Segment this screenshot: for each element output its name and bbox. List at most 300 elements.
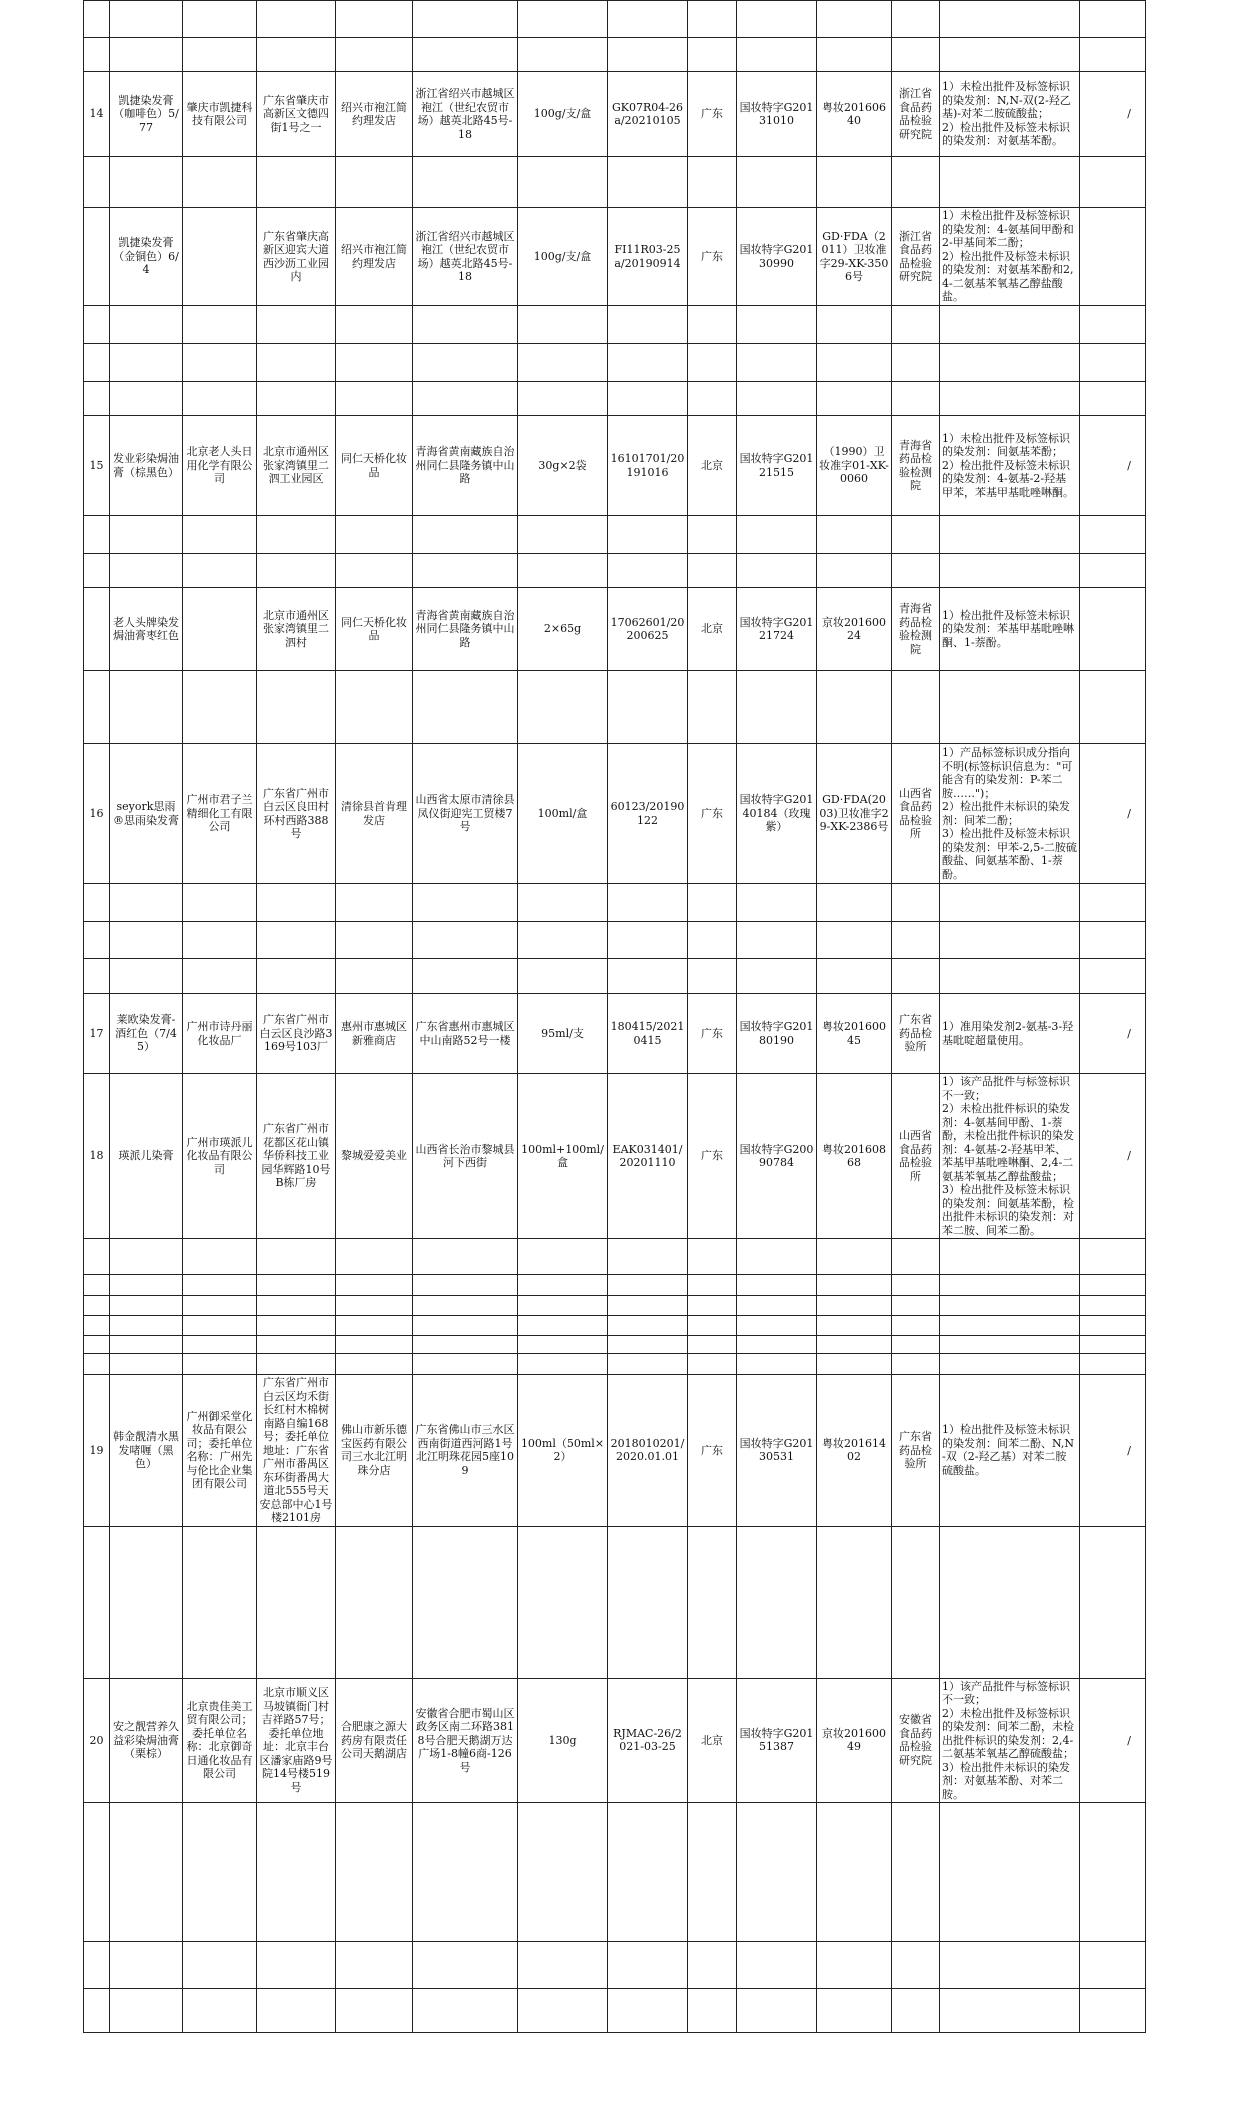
empty-cell — [940, 922, 1080, 959]
seller-cell: 惠州市惠城区新雅商店 — [336, 994, 413, 1074]
empty-cell — [817, 1, 892, 38]
table-row — [84, 588, 1146, 671]
empty-cell — [518, 1989, 608, 2033]
empty-cell — [84, 306, 110, 344]
empty-cell — [183, 38, 257, 72]
product-name-cell: 安之靓营养久益彩染焗油膏（栗棕） — [110, 1678, 183, 1803]
seller-cell: 佛山市新乐德宝医药有限公司三水北江明珠分店 — [336, 1375, 413, 1527]
empty-cell — [413, 1336, 518, 1354]
empty-cell — [737, 1942, 817, 1989]
empty-cell — [183, 1989, 257, 2033]
empty-cell — [688, 1275, 737, 1296]
empty-cell — [892, 516, 940, 554]
empty-cell — [257, 1526, 336, 1678]
empty-cell — [688, 306, 737, 344]
batch-number-cell: 180415/20210415 — [608, 994, 688, 1074]
empty-cell — [84, 382, 110, 416]
row-number-cell: 15 — [84, 416, 110, 516]
empty-cell — [892, 884, 940, 922]
empty-cell — [1080, 1, 1146, 38]
empty-cell — [940, 1239, 1080, 1275]
empty-cell — [183, 1526, 257, 1678]
empty-cell — [688, 1316, 737, 1336]
empty-cell — [257, 344, 336, 382]
nonconformity-reason-cell: 1）该产品批件与标签标识不一致； 2）未检出批件标识的染发剂：4-氨基间甲酚、1-萘酚，未检出批件标识的染发剂：4-氨基-2-羟基甲苯、苯基甲基吡唑啉酮、2,4-二氨基苯氧基乙醇盐酸盐； 3）检出批件及标签未标识的染发剂：间氨基苯酚，检出批件未标识的染发剂：对苯二胺、间苯二酚。 — [940, 1074, 1080, 1239]
empty-cell — [84, 516, 110, 554]
empty-cell — [183, 344, 257, 382]
province-cell: 北京 — [688, 416, 737, 516]
table-row — [84, 416, 1146, 516]
empty-cell — [892, 38, 940, 72]
manufacturer-cell — [183, 208, 257, 306]
production-license-cell: 京妆20160049 — [817, 1678, 892, 1803]
empty-cell — [84, 1989, 110, 2033]
blank-row — [84, 1942, 1146, 1989]
empty-cell — [817, 516, 892, 554]
empty-cell — [817, 1526, 892, 1678]
approval-number-cell: 国妆特字G20121515 — [737, 416, 817, 516]
empty-cell — [892, 344, 940, 382]
empty-cell — [737, 922, 817, 959]
empty-cell — [336, 38, 413, 72]
empty-cell — [1080, 1336, 1146, 1354]
empty-cell — [1080, 1989, 1146, 2033]
product-name-cell: 莱欧染发膏-酒红色（7/45） — [110, 994, 183, 1074]
empty-cell — [608, 344, 688, 382]
empty-cell — [110, 1803, 183, 1942]
approval-number-cell: 国妆特字G20180190 — [737, 994, 817, 1074]
empty-cell — [336, 382, 413, 416]
empty-cell — [110, 1275, 183, 1296]
approval-number-cell: 国妆特字G20121724 — [737, 588, 817, 671]
row-number-cell: 16 — [84, 744, 110, 884]
empty-cell — [413, 1989, 518, 2033]
empty-cell — [336, 344, 413, 382]
empty-cell — [1080, 344, 1146, 382]
empty-cell — [940, 1354, 1080, 1375]
seller-address-cell: 青海省黄南藏族自治州同仁县隆务镇中山路 — [413, 416, 518, 516]
empty-cell — [84, 1942, 110, 1989]
empty-cell — [336, 1316, 413, 1336]
note-cell: / — [1080, 1678, 1146, 1803]
blank-row — [84, 1354, 1146, 1375]
empty-cell — [84, 884, 110, 922]
empty-cell — [1080, 1296, 1146, 1316]
empty-cell — [608, 1336, 688, 1354]
empty-cell — [1080, 554, 1146, 588]
table-row — [84, 994, 1146, 1074]
product-name-cell: 韩金靓清水黑发啫喱（黑色） — [110, 1375, 183, 1527]
empty-cell — [336, 306, 413, 344]
empty-cell — [413, 922, 518, 959]
empty-cell — [518, 1336, 608, 1354]
note-cell: / — [1080, 1074, 1146, 1239]
empty-cell — [688, 671, 737, 744]
empty-cell — [413, 38, 518, 72]
empty-cell — [336, 1526, 413, 1678]
empty-cell — [1080, 157, 1146, 208]
empty-cell — [183, 554, 257, 588]
specification-cell: 100ml/盒 — [518, 744, 608, 884]
empty-cell — [84, 38, 110, 72]
empty-cell — [688, 1239, 737, 1275]
empty-cell — [608, 38, 688, 72]
blank-row — [84, 1803, 1146, 1942]
empty-cell — [817, 306, 892, 344]
production-license-cell: 粤妆20160868 — [817, 1074, 892, 1239]
empty-cell — [183, 1336, 257, 1354]
empty-cell — [892, 1239, 940, 1275]
empty-cell — [84, 1275, 110, 1296]
note-cell: / — [1080, 1375, 1146, 1527]
empty-cell — [336, 1, 413, 38]
production-license-cell: 粤妆20160045 — [817, 994, 892, 1074]
empty-cell — [737, 884, 817, 922]
empty-cell — [817, 1803, 892, 1942]
empty-cell — [518, 959, 608, 994]
batch-number-cell: 60123/20190122 — [608, 744, 688, 884]
production-license-cell: 粤妆20160640 — [817, 72, 892, 157]
empty-cell — [688, 1354, 737, 1375]
empty-cell — [892, 157, 940, 208]
empty-cell — [413, 1296, 518, 1316]
empty-cell — [940, 671, 1080, 744]
seller-cell: 同仁天桥化妆品 — [336, 416, 413, 516]
empty-cell — [940, 1989, 1080, 2033]
inspection-results-table — [83, 0, 1146, 2033]
empty-cell — [183, 922, 257, 959]
empty-cell — [336, 516, 413, 554]
empty-cell — [1080, 1239, 1146, 1275]
empty-cell — [608, 1275, 688, 1296]
empty-cell — [518, 1803, 608, 1942]
empty-cell — [110, 157, 183, 208]
province-cell: 广东 — [688, 208, 737, 306]
empty-cell — [257, 671, 336, 744]
blank-row — [84, 554, 1146, 588]
empty-cell — [413, 306, 518, 344]
empty-cell — [336, 1354, 413, 1375]
empty-cell — [110, 38, 183, 72]
empty-cell — [257, 1336, 336, 1354]
empty-cell — [688, 382, 737, 416]
empty-cell — [737, 1296, 817, 1316]
empty-cell — [84, 1354, 110, 1375]
empty-cell — [257, 1239, 336, 1275]
manufacturer-cell: 广州御采堂化妆品有限公司；委托单位名称：广州先与伦比企业集团有限公司 — [183, 1375, 257, 1527]
empty-cell — [413, 344, 518, 382]
empty-cell — [737, 38, 817, 72]
testing-institute-cell: 青海省药品检验检测院 — [892, 416, 940, 516]
table-body — [84, 1, 1146, 2033]
empty-cell — [737, 516, 817, 554]
row-number-cell: 17 — [84, 994, 110, 1074]
empty-cell — [257, 1942, 336, 1989]
empty-cell — [413, 884, 518, 922]
empty-cell — [257, 1, 336, 38]
empty-cell — [737, 959, 817, 994]
empty-cell — [518, 1239, 608, 1275]
empty-cell — [413, 671, 518, 744]
empty-cell — [817, 38, 892, 72]
seller-address-cell: 广东省惠州市惠城区中山南路52号一楼 — [413, 994, 518, 1074]
empty-cell — [183, 1354, 257, 1375]
empty-cell — [688, 157, 737, 208]
empty-cell — [518, 1316, 608, 1336]
seller-address-cell: 浙江省绍兴市越城区袍江（世纪农贸市场）越英北路45号-18 — [413, 208, 518, 306]
empty-cell — [892, 922, 940, 959]
blank-row — [84, 344, 1146, 382]
province-cell: 广东 — [688, 1375, 737, 1527]
empty-cell — [84, 554, 110, 588]
production-license-cell: 京妆20160024 — [817, 588, 892, 671]
empty-cell — [817, 1239, 892, 1275]
empty-cell — [257, 922, 336, 959]
empty-cell — [110, 1239, 183, 1275]
empty-cell — [817, 922, 892, 959]
empty-cell — [817, 671, 892, 744]
row-number-cell: 19 — [84, 1375, 110, 1527]
empty-cell — [940, 1803, 1080, 1942]
seller-address-cell: 山西省太原市清徐县凤仪街迎宪工贸楼7号 — [413, 744, 518, 884]
row-number-cell: 20 — [84, 1678, 110, 1803]
row-number-cell: 18 — [84, 1074, 110, 1239]
empty-cell — [940, 1296, 1080, 1316]
empty-cell — [688, 884, 737, 922]
testing-institute-cell: 浙江省食品药品检验研究院 — [892, 72, 940, 157]
empty-cell — [518, 1296, 608, 1316]
empty-cell — [183, 1942, 257, 1989]
approval-number-cell: 国妆特字G20131010 — [737, 72, 817, 157]
empty-cell — [336, 554, 413, 588]
empty-cell — [892, 1354, 940, 1375]
blank-row — [84, 1316, 1146, 1336]
empty-cell — [608, 306, 688, 344]
empty-cell — [84, 1316, 110, 1336]
manufacturer-cell: 北京贵佳美工贸有限公司；委托单位名称：北京御奇日通化妆品有限公司 — [183, 1678, 257, 1803]
empty-cell — [1080, 884, 1146, 922]
empty-cell — [336, 1275, 413, 1296]
empty-cell — [518, 38, 608, 72]
manufacturer-address-cell: 广东省广州市白云区良田村环村西路388号 — [257, 744, 336, 884]
empty-cell — [257, 959, 336, 994]
empty-cell — [336, 959, 413, 994]
province-cell: 广东 — [688, 744, 737, 884]
batch-number-cell: EAK031401/20201110 — [608, 1074, 688, 1239]
table-row — [84, 1074, 1146, 1239]
empty-cell — [336, 1239, 413, 1275]
nonconformity-reason-cell: 1）该产品批件与标签标识不一致； 2）未检出批件及标签标识的染发剂：间苯二酚，未检出批件标识的染发剂：2,4-二氨基苯氧基乙醇硫酸盐； 3）检出批件未标识的染发剂：对氨基苯酚、对苯二胺。 — [940, 1678, 1080, 1803]
empty-cell — [413, 516, 518, 554]
table-row — [84, 1678, 1146, 1803]
manufacturer-cell: 肇庆市凯捷科技有限公司 — [183, 72, 257, 157]
empty-cell — [336, 1989, 413, 2033]
empty-cell — [336, 1803, 413, 1942]
product-name-cell: seyork思雨®思雨染发膏 — [110, 744, 183, 884]
empty-cell — [110, 306, 183, 344]
blank-row — [84, 38, 1146, 72]
empty-cell — [110, 516, 183, 554]
empty-cell — [608, 1803, 688, 1942]
province-cell: 广东 — [688, 72, 737, 157]
empty-cell — [892, 554, 940, 588]
empty-cell — [413, 382, 518, 416]
empty-cell — [940, 959, 1080, 994]
blank-row — [84, 157, 1146, 208]
empty-cell — [518, 1, 608, 38]
empty-cell — [183, 516, 257, 554]
empty-cell — [940, 1316, 1080, 1336]
manufacturer-address-cell: 广东省广州市白云区良沙路3169号103厂 — [257, 994, 336, 1074]
product-name-cell: 发业彩染焗油膏（棕黑色） — [110, 416, 183, 516]
testing-institute-cell: 山西省食品药品检验所 — [892, 1074, 940, 1239]
empty-cell — [110, 1296, 183, 1316]
empty-cell — [336, 1942, 413, 1989]
empty-cell — [257, 516, 336, 554]
empty-cell — [608, 382, 688, 416]
empty-cell — [688, 1526, 737, 1678]
empty-cell — [892, 1316, 940, 1336]
batch-number-cell: GK07R04-26a/20210105 — [608, 72, 688, 157]
empty-cell — [892, 1942, 940, 1989]
empty-cell — [940, 38, 1080, 72]
empty-cell — [737, 1316, 817, 1336]
note-cell: / — [1080, 994, 1146, 1074]
seller-cell: 黎城爱爱美业 — [336, 1074, 413, 1239]
testing-institute-cell: 青海省药品检验检测院 — [892, 588, 940, 671]
empty-cell — [336, 1296, 413, 1316]
seller-cell: 同仁天桥化妆品 — [336, 588, 413, 671]
empty-cell — [737, 554, 817, 588]
empty-cell — [84, 1803, 110, 1942]
empty-cell — [940, 884, 1080, 922]
empty-cell — [1080, 1275, 1146, 1296]
empty-cell — [110, 344, 183, 382]
empty-cell — [688, 344, 737, 382]
empty-cell — [518, 1275, 608, 1296]
nonconformity-reason-cell: 1）未检出批件及标签标识的染发剂：4-氨基间甲酚和2-甲基间苯二酚； 2）检出批件及标签未标识的染发剂：对氨基苯酚和2,4-二氨基苯氧基乙醇盐酸盐。 — [940, 208, 1080, 306]
empty-cell — [257, 884, 336, 922]
empty-cell — [1080, 1942, 1146, 1989]
empty-cell — [817, 1296, 892, 1316]
seller-cell: 绍兴市袍江简约理发店 — [336, 208, 413, 306]
empty-cell — [413, 1, 518, 38]
empty-cell — [688, 38, 737, 72]
testing-institute-cell: 广东省药品检验所 — [892, 994, 940, 1074]
blank-row — [84, 1239, 1146, 1275]
specification-cell: 2×65g — [518, 588, 608, 671]
empty-cell — [817, 1942, 892, 1989]
manufacturer-cell — [183, 588, 257, 671]
empty-cell — [336, 157, 413, 208]
empty-cell — [183, 157, 257, 208]
approval-number-cell: 国妆特字G20130531 — [737, 1375, 817, 1527]
empty-cell — [110, 1316, 183, 1336]
empty-cell — [518, 157, 608, 208]
empty-cell — [183, 1296, 257, 1316]
empty-cell — [84, 959, 110, 994]
empty-cell — [817, 554, 892, 588]
empty-cell — [608, 516, 688, 554]
row-number-cell — [84, 208, 110, 306]
empty-cell — [940, 1526, 1080, 1678]
batch-number-cell: 2018010201/2020.01.01 — [608, 1375, 688, 1527]
specification-cell: 130g — [518, 1678, 608, 1803]
blank-row — [84, 671, 1146, 744]
empty-cell — [737, 1526, 817, 1678]
empty-cell — [688, 1296, 737, 1316]
empty-cell — [608, 1354, 688, 1375]
empty-cell — [1080, 382, 1146, 416]
empty-cell — [518, 516, 608, 554]
empty-cell — [817, 884, 892, 922]
empty-cell — [183, 671, 257, 744]
product-name-cell: 凯捷染发膏（咖啡色）5/77 — [110, 72, 183, 157]
empty-cell — [608, 922, 688, 959]
empty-cell — [688, 1989, 737, 2033]
empty-cell — [257, 1989, 336, 2033]
province-cell: 北京 — [688, 588, 737, 671]
empty-cell — [257, 1316, 336, 1336]
empty-cell — [1080, 671, 1146, 744]
empty-cell — [817, 1989, 892, 2033]
approval-number-cell: 国妆特字G20090784 — [737, 1074, 817, 1239]
blank-row — [84, 884, 1146, 922]
manufacturer-address-cell: 广东省肇庆市高新区文德四街1号之一 — [257, 72, 336, 157]
empty-cell — [183, 959, 257, 994]
seller-address-cell: 山西省长治市黎城县河下西街 — [413, 1074, 518, 1239]
empty-cell — [257, 1275, 336, 1296]
empty-cell — [1080, 922, 1146, 959]
empty-cell — [257, 554, 336, 588]
empty-cell — [737, 1354, 817, 1375]
production-license-cell: GD·FDA（2011）卫妆准字29-XK-3506号 — [817, 208, 892, 306]
empty-cell — [940, 1, 1080, 38]
manufacturer-address-cell: 广东省广州市花都区花山镇华侨科技工业园华辉路10号B栋厂房 — [257, 1074, 336, 1239]
empty-cell — [84, 1336, 110, 1354]
empty-cell — [608, 884, 688, 922]
empty-cell — [688, 922, 737, 959]
empty-cell — [84, 157, 110, 208]
empty-cell — [257, 1354, 336, 1375]
empty-cell — [688, 554, 737, 588]
empty-cell — [892, 1, 940, 38]
empty-cell — [84, 1526, 110, 1678]
empty-cell — [257, 157, 336, 208]
product-name-cell: 瑛派儿染膏 — [110, 1074, 183, 1239]
blank-row — [84, 1296, 1146, 1316]
blank-row — [84, 382, 1146, 416]
manufacturer-address-cell: 广东省肇庆高新区迎宾大道西沙沥工业园内 — [257, 208, 336, 306]
province-cell: 广东 — [688, 994, 737, 1074]
specification-cell: 100ml（50ml×2） — [518, 1375, 608, 1527]
empty-cell — [892, 1526, 940, 1678]
empty-cell — [518, 884, 608, 922]
testing-institute-cell: 广东省药品检验所 — [892, 1375, 940, 1527]
empty-cell — [817, 1336, 892, 1354]
empty-cell — [608, 959, 688, 994]
empty-cell — [84, 1296, 110, 1316]
empty-cell — [257, 38, 336, 72]
empty-cell — [737, 382, 817, 416]
empty-cell — [688, 516, 737, 554]
empty-cell — [110, 1354, 183, 1375]
empty-cell — [183, 1803, 257, 1942]
empty-cell — [940, 157, 1080, 208]
empty-cell — [518, 1942, 608, 1989]
blank-row — [84, 1336, 1146, 1354]
empty-cell — [413, 1526, 518, 1678]
